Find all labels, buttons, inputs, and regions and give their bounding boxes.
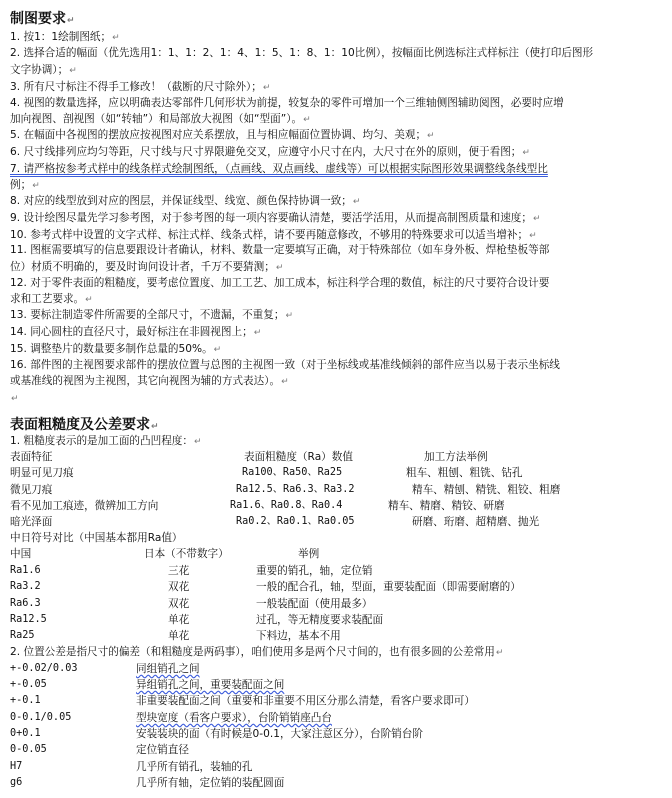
roughness-row-4-ra: Ra0.2、Ra0.1、Ra0.05 bbox=[236, 516, 355, 527]
roughness-row-1-feature: 明显可见刀痕 bbox=[10, 467, 74, 479]
compare-row-3-cn: Ra6.3 bbox=[10, 598, 41, 609]
req-line-16: 16. 部件图的主视图要求部件的摆放位置与总图的主视图一致（对于坐标线或基准线倾斜的部件应当以易于表示坐标线 bbox=[10, 359, 560, 371]
req-line-5: 5. 在幅面中各视图的摆放应按视图对应关系摆放，且与相应幅面位置协调、均匀、美观；↵ bbox=[10, 129, 435, 141]
req-line-2-cont: 文字协调）；↵ bbox=[10, 64, 77, 76]
tol-row-6-value: 0-0.05 bbox=[10, 744, 47, 755]
compare-row-1-example: 重要的销孔，轴，定位销 bbox=[256, 565, 373, 577]
compare-row-4-cn: Ra12.5 bbox=[10, 614, 47, 625]
tol-row-5-desc: 安装装块的面（有时候是0-0.1，大家注意区分），台阶销台阶 bbox=[136, 728, 423, 740]
compare-row-2-example: 一般的配合孔，轴，型面，重要装配面（即需要耐磨的） bbox=[256, 581, 521, 593]
section-title-roughness-tolerance: 表面粗糙度及公差要求↵ bbox=[10, 417, 159, 433]
req-line-12-cont: 求和工艺要求。↵ bbox=[10, 293, 93, 305]
compare-row-2-jp: 双花 bbox=[168, 581, 190, 593]
compare-header-japan: 日本（不带数字） bbox=[144, 548, 229, 560]
req-line-1: 1. 按1：1绘制图纸；↵ bbox=[10, 31, 120, 43]
req-line-3: 3. 所有尺寸标注不得手工修改！（截断的尺寸除外）；↵ bbox=[10, 81, 271, 93]
req-line-12: 12. 对于零件表面的粗糙度，要考虑位置度、加工工艺、加工成本，标注科学合理的数值，标注的尺寸要符合设计要 bbox=[10, 277, 550, 289]
section-title-drawing-requirements: 制图要求↵ bbox=[10, 11, 75, 27]
tol-row-4-value: 0-0.1/0.05 bbox=[10, 712, 72, 723]
req-line-10: 10. 参考式样中设置的文字式样、标注式样、线条式样，请不要再随意修改，不够用的特殊要求可以适当增补；↵ bbox=[10, 229, 537, 241]
tol-row-3-value: +-0.1 bbox=[10, 695, 41, 706]
tol-row-7-desc: 几乎所有销孔，装轴的孔 bbox=[136, 761, 253, 773]
roughness-row-1-ra: Ra100、Ra50、Ra25 bbox=[242, 467, 343, 478]
req-line-11: 11. 图框需要填写的信息要跟设计者确认，材料、数量一定要填写正确，对于特殊部位（如车身外板、焊枪垫板等部 bbox=[10, 244, 550, 256]
compare-row-3-jp: 双花 bbox=[168, 598, 190, 610]
compare-row-2-cn: Ra3.2 bbox=[10, 581, 41, 592]
tol-row-3-desc: 非重要装配面之间（重要和非重要不用区分那么清楚，看客户要求即可） bbox=[136, 695, 475, 707]
roughness-row-4-method: 研磨、珩磨、超精磨、抛光 bbox=[412, 516, 540, 528]
req-line-8: 8. 对应的线型放到对应的图层，并保证线型、线宽、颜色保持协调一致；↵ bbox=[10, 195, 361, 207]
compare-row-5-example: 下料边，基本不用 bbox=[256, 630, 341, 642]
req-line-6: 6. 尺寸线排列应均匀等距，尺寸线与尺寸界限避免交叉，应遵守小尺寸在内，大尺寸在外的原则，便于看图；↵ bbox=[10, 146, 530, 158]
req-line-4-cont: 加向视图、剖视图（如“转轴”）和局部放大视图（如“型面”）。↵ bbox=[10, 113, 311, 125]
compare-row-5-jp: 单花 bbox=[168, 630, 190, 642]
blank-paragraph: ↵ bbox=[11, 394, 19, 404]
req-line-13: 13. 要标注制造零件所需要的全部尺寸，不遗漏，不重复；↵ bbox=[10, 309, 294, 321]
compare-title: 中日符号对比（中国基本都用Ra值） bbox=[10, 532, 183, 544]
compare-row-1-cn: Ra1.6 bbox=[10, 565, 41, 576]
compare-row-3-example: 一般装配面（使用最多） bbox=[256, 598, 373, 610]
req-line-4: 4. 视图的数量选择，应以明确表达零部件几何形状为前提，较复杂的零件可增加一个三维轴侧图辅助阅图，必要时应增 bbox=[10, 97, 564, 109]
roughness-intro: 1. 粗糙度表示的是加工面的凸凹程度：↵ bbox=[10, 435, 202, 447]
roughness-header-feature: 表面特征 bbox=[10, 451, 53, 463]
req-line-16-cont: 或基准线的视图为主视图，其它向视图为辅的方式表达）。↵ bbox=[10, 375, 289, 387]
compare-row-4-jp: 单花 bbox=[168, 614, 190, 626]
roughness-row-4-feature: 暗光泽面 bbox=[10, 516, 53, 528]
compare-header-example: 举例 bbox=[298, 548, 320, 560]
tol-row-2-value: +-0.05 bbox=[10, 679, 47, 690]
req-line-9: 9. 设计绘图尽量先学习参考图，对于参考图的每一项内容要确认清楚，要活学活用，从而提高制图质量和速度；↵ bbox=[10, 212, 541, 224]
tol-row-2-desc: 异组销孔之间，重要装配面之间 bbox=[136, 679, 285, 691]
tol-row-5-value: 0+0.1 bbox=[10, 728, 41, 739]
roughness-row-3-method: 精车、精磨、精铰、研磨 bbox=[388, 500, 505, 512]
tol-row-1-value: +-0.02/0.03 bbox=[10, 663, 78, 674]
compare-row-4-example: 过孔，等无精度要求装配面 bbox=[256, 614, 384, 626]
roughness-row-3-ra: Ra1.6、Ra0.8、Ra0.4 bbox=[230, 500, 343, 511]
req-line-7-cont: 例；↵ bbox=[10, 179, 40, 191]
roughness-row-3-feature: 看不见加工痕迹，微辨加工方向 bbox=[10, 500, 159, 512]
compare-row-1-jp: 三花 bbox=[168, 565, 190, 577]
req-line-15: 15. 调整垫片的数量要多制作总量的50%。↵ bbox=[10, 343, 222, 355]
req-line-2: 2. 选择合适的幅面（优先选用1：1、1：2、1：4、1：5、1：8、1：10比例），按幅面比例选标注式样标注（使打印后图形 bbox=[10, 47, 594, 59]
roughness-row-2-method: 精车、精刨、精铣、粗铰、粗磨 bbox=[412, 484, 561, 496]
tol-row-6-desc: 定位销直径 bbox=[136, 744, 189, 756]
roughness-header-ra: 表面粗糙度（Ra）数值 bbox=[244, 451, 353, 463]
compare-header-china: 中国 bbox=[10, 548, 32, 560]
tol-row-8-value: g6 bbox=[10, 777, 23, 788]
tol-row-8-desc: 几乎所有轴，定位销的装配圆面 bbox=[136, 777, 285, 789]
tol-row-1-desc: 同组销孔之间 bbox=[136, 663, 200, 675]
req-line-7: 7. 请严格按参考式样中的线条样式绘制图纸，（点画线、双点画线、虚线等）可以根据实际图形效果调整线条线型比 bbox=[10, 163, 548, 175]
req-line-11-cont: 位）材质不明确的，要及时询问设计者，千万不要猜测；↵ bbox=[10, 261, 284, 273]
roughness-row-2-ra: Ra12.5、Ra6.3、Ra3.2 bbox=[236, 484, 355, 495]
roughness-row-2-feature: 微见刀痕 bbox=[10, 484, 53, 496]
tolerance-intro: 2. 位置公差是指尺寸的偏差（和粗糙度是两码事），咱们使用多是两个尺寸间的，也有很多圆的公差常用↵ bbox=[10, 646, 504, 658]
tol-row-7-value: H7 bbox=[10, 761, 23, 772]
compare-row-5-cn: Ra25 bbox=[10, 630, 35, 641]
req-line-14: 14. 同心圆柱的直径尺寸，最好标注在非圆视图上；↵ bbox=[10, 326, 262, 338]
tol-row-4-desc: 型块宽度（看客户要求），台阶销销座凸台 bbox=[136, 712, 332, 724]
roughness-header-method: 加工方法举例 bbox=[424, 451, 488, 463]
roughness-row-1-method: 粗车、粗刨、粗铣、钻孔 bbox=[406, 467, 523, 479]
